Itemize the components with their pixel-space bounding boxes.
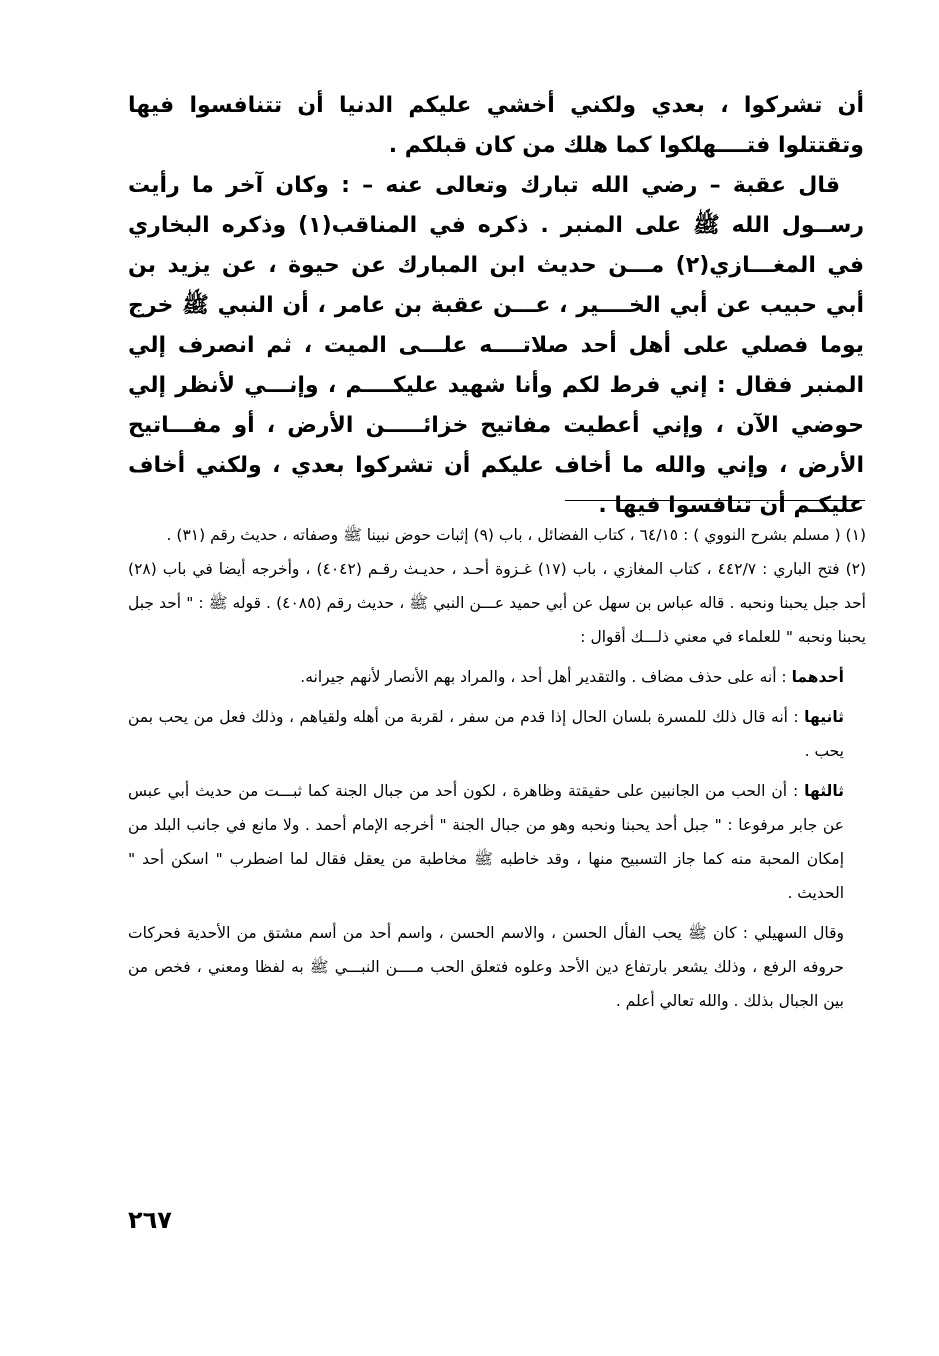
opinion-second-label: ثانيها [804,708,844,726]
opinion-third-text: : أن الحب من الجانبين على حقيقتة وظاهرة ، لكون أحد من جبال الجنة كما ثبـــت من حديث أبي عبس عن جابر مرفوعا : " جبل أحد يحبنا ونحبه وهو من جبال الجنة " أخرجه الإمام أحمد . ولا مانع في جانب البلد من إمكان المحبة منه كما جاز التسبيح منها ، وقد خاطبه ﷺ مخاطبة من يعقل فقال لما اضطرب " اسكن أحد " الحديث . [128,782,844,902]
footnote-suhaili: وقال السهيلي : كان ﷺ يحب الفأل الحسن ، والاسم الحسن ، واسم أحد من أسم مشتق من الأحدية فحركات حروفه الرفع ، وذلك يشعر بارتفاع دين الأحد وعلوه فتعلق الحب مــــن النبـــي ﷺ به لفظا ومعني ، فخص من بين الجبال بذلك . والله تعالي أعلم . [128,924,844,1010]
opinion-first-label: أحدهما [791,668,844,686]
page-number: ٢٦٧ [128,1206,172,1234]
opinion-first-text: : أنه على حذف مضاف . والتقدير أهل أحد ، والمراد بهم الأنصار لأنهم جيرانه. [300,668,792,686]
opinion-second-text: : أنه قال ذلك للمسرة بلسان الحال إذا قدم من سفر ، لقربة من أهله ولقياهم ، وذلك فعل من يحب بمن يحب . [128,708,844,760]
main-text-body [128,86,864,526]
footnotes-section [128,518,866,1018]
footnote-opinion-third [128,774,866,910]
opinion-third-label: ثالثها [804,782,844,800]
footnote-separator [565,500,865,501]
footnote-opinion-first [128,660,866,694]
main-paragraph-2: قال عقبة – رضي الله تبارك وتعالى عنه – : وكان آخر ما رأيت رســول الله ﷺ على المنبر . ذكره في المناقب(١) وذكره البخاري في المغـــازي(٢) مـــن حديث ابن المبارك عن حيوة ، عن يزيد بن أبي حبيب عن أبي الخــــير ، عـــن عقبة بن عامر ، أن النبي ﷺ خرج يوما فصلي على أهل أحد صلاتــــه علـــى الميت ، ثم انصرف إلي المنبر فقال : إني فرط لكم وأنا شهيد عليكــــم ، وإنـــي لأنظر إلي حوضي الآن ، وإني أعطيت مفاتيح خزائـــــن الأرض ، أو مفـــاتيح الأرض ، وإني والله ما أخاف عليكم أن تشركوا بعدي ، ولكني أخاف عليكـم أن تنافسوا فيها . [128,173,864,518]
footnote-opinion-second [128,700,866,768]
main-paragraph-1: أن تشركوا ، بعدي ولكني أخشي عليكم الدنيا أن تتنافسوا فيها وتقتتلوا فتــــهلكوا كما هلك من كان قبلكم . [128,93,864,158]
footnote-1: (١) ( مسلم بشرح النووي ) : ٦٤/١٥ ، كتاب الفضائل ، باب (٩) إثبات حوض نبينا ﷺ وصفاته ، حديث رقم (٣١) . [166,526,866,544]
footnote-2: (٢) فتح الباري : ٤٤٢/٧ ، كتاب المغازي ، باب (١٧) غـزوة أحـد ، حديـث رقـم (٤٠٤٢) ، وأخرجه أيضا في باب (٢٨) أحد جبل يحبنا ونحبه . قاله عباس بن سهل عن أبي حميد عـــن النبي ﷺ ، حديث رقم (٤٠٨٥) . قوله ﷺ : " أحد جبل يحبنا ونحبه " للعلماء في معني ذلـــك أقوال : [128,560,867,646]
